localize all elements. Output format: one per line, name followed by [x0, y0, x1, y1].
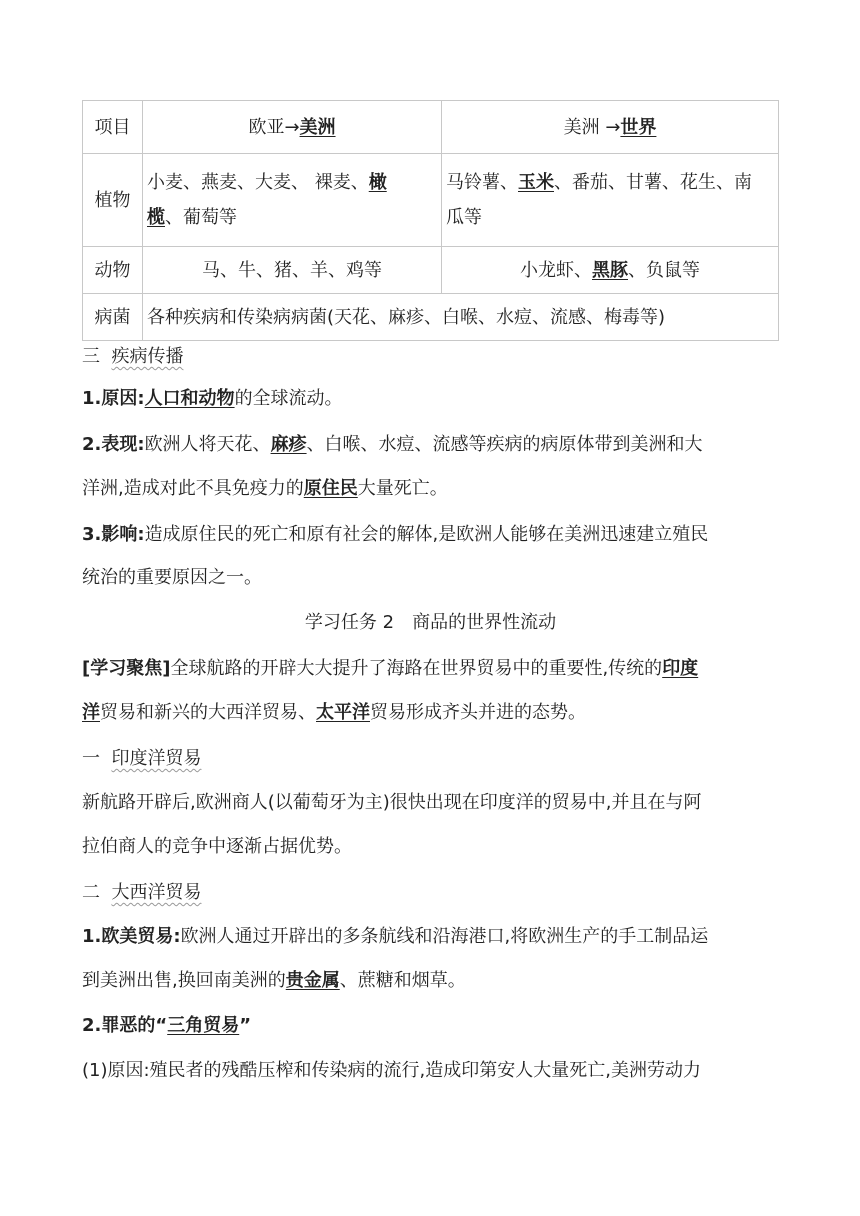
- learning-focus: [学习聚焦]全球航路的开辟大大提升了海路在世界贸易中的重要性,传统的印度: [82, 658, 699, 679]
- indian-trade-para: 新航路开辟后,欧洲商人(以葡萄牙为主)很快出现在印度洋的贸易中,并且在与阿: [82, 792, 702, 813]
- euro-american-trade-cont: 到美洲出售,换回南美洲的贵金属、蔗糖和烟草。: [82, 970, 466, 991]
- plant-eurasia: 小麦、燕麦、大麦、 裸麦、橄 榄、葡萄等: [143, 154, 442, 247]
- row-label-germ: 病菌: [83, 294, 143, 341]
- table-row-germ: [83, 294, 779, 341]
- section-heading-indian: 一 印度洋贸易: [82, 748, 202, 769]
- germ-content: 各种疾病和传染病病菌(天花、麻疹、白喉、水痘、流感、梅毒等): [143, 294, 779, 341]
- section-heading-disease: 三 疾病传播: [82, 346, 184, 367]
- animal-america: 小龙虾、黑豚、负鼠等: [442, 247, 779, 294]
- indian-trade-para-cont: 拉伯商人的竞争中逐渐占据优势。: [82, 836, 352, 857]
- triangle-trade-cause: (1)原因:殖民者的残酷压榨和传染病的流行,造成印第安人大量死亡,美洲劳动力: [82, 1060, 702, 1081]
- task-title: 学习任务 2 商品的世界性流动: [304, 612, 557, 633]
- triangle-trade-heading: 2.罪恶的“三角贸易”: [82, 1015, 252, 1036]
- row-label-plant: 植物: [83, 154, 143, 247]
- header-item: 项目: [83, 101, 143, 154]
- disease-impact: 3.影响:造成原住民的死亡和原有社会的解体,是欧洲人能够在美洲迅速建立殖民: [82, 524, 709, 545]
- plant-america: 马铃薯、玉米、番茄、甘薯、花生、南 瓜等: [442, 154, 779, 247]
- table-row-plant: [83, 154, 779, 247]
- learning-focus-cont: 洋贸易和新兴的大西洋贸易、太平洋贸易形成齐头并进的态势。: [82, 702, 586, 723]
- disease-cause: 1.原因:人口和动物的全球流动。: [82, 388, 343, 409]
- disease-manifestation-cont: 洋洲,造成对此不具免疫力的原住民大量死亡。: [82, 478, 448, 499]
- euro-american-trade: 1.欧美贸易:欧洲人通过开辟出的多条航线和沿海港口,将欧洲生产的手工制品运: [82, 926, 709, 947]
- table-row-animal: [83, 247, 779, 294]
- row-label-animal: 动物: [83, 247, 143, 294]
- animal-eurasia: 马、牛、猪、羊、鸡等: [143, 247, 442, 294]
- header-eurasia-to-america: 欧亚→美洲: [143, 101, 442, 154]
- disease-manifestation: 2.表现:欧洲人将天花、麻疹、白喉、水痘、流感等疾病的病原体带到美洲和大: [82, 434, 703, 455]
- section-heading-atlantic: 二 大西洋贸易: [82, 882, 202, 903]
- exchange-table: [82, 100, 779, 341]
- header-america-to-world: 美洲 →世界: [442, 101, 779, 154]
- disease-impact-cont: 统治的重要原因之一。: [82, 567, 262, 588]
- table-header-row: [83, 101, 779, 154]
